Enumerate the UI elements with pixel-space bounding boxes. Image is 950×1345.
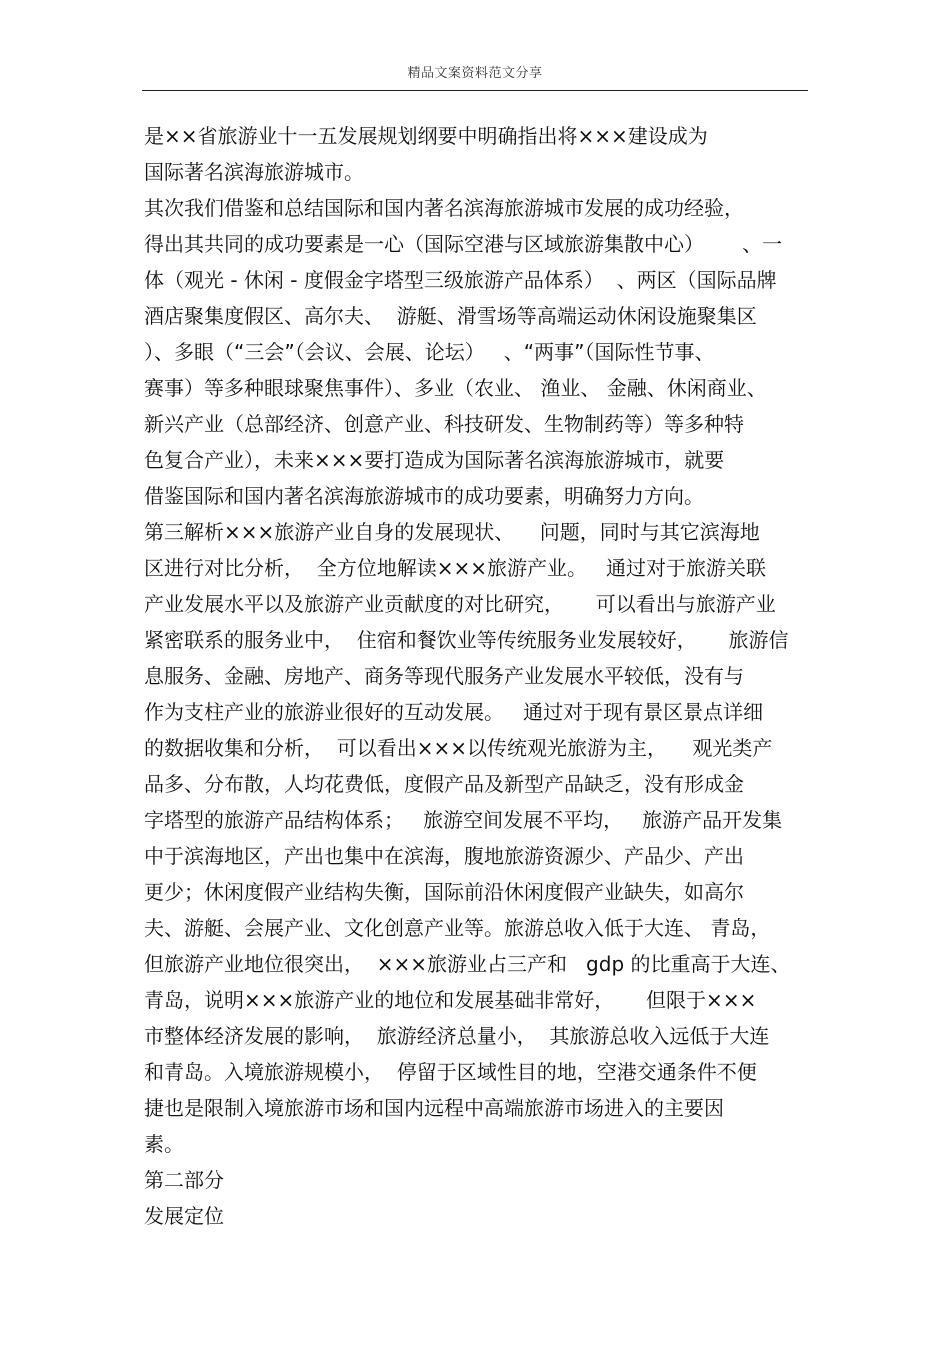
body-line: 产业发展水平以及旅游产业贡献度的对比研究， 可以看出与旅游产业 bbox=[144, 592, 776, 616]
body-line: 国际著名滨海旅游城市。 bbox=[144, 160, 364, 184]
body-line: 赛事）等多种眼球聚焦事件）、多业（农业、 渔业、 金融、休闲商业、 bbox=[144, 376, 767, 400]
body-line: 中于滨海地区，产出也集中在滨海，腹地旅游资源少、产品少、产出 bbox=[144, 844, 744, 868]
body-line: 其次我们借鉴和总结国际和国内著名滨海旅游城市发展的成功经验， bbox=[144, 196, 744, 220]
body-line: 但旅游产业地位很突出， ×××旅游业占三产和 gdp 的比重高于大连、 bbox=[144, 952, 791, 976]
body-line: 新兴产业（总部经济、创意产业、科技研发、生物制药等）等多种特 bbox=[144, 412, 744, 436]
section-heading: 第二部分 bbox=[144, 1168, 224, 1192]
body-line: 酒店聚集度假区、高尔夫、 游艇、滑雪场等高端运动休闲设施聚集区 bbox=[144, 304, 757, 328]
body-line: 色复合产业），未来×××要打造成为国际著名滨海旅游城市，就要 bbox=[144, 448, 725, 472]
body-line: 字塔型的旅游产品结构体系； 旅游空间发展不平均， 旅游产品开发集 bbox=[144, 808, 783, 832]
body-line: 青岛，说明×××旅游产业的地位和发展基础非常好， 但限于××× bbox=[144, 988, 757, 1012]
body-line: 捷也是限制入境旅游市场和国内远程中高端旅游市场进入的主要因 bbox=[144, 1096, 724, 1120]
section-subheading: 发展定位 bbox=[144, 1204, 224, 1228]
body-line: 是××省旅游业十一五发展规划纲要中明确指出将×××建设成为 bbox=[144, 124, 708, 148]
body-line: 素。 bbox=[144, 1132, 184, 1156]
body-line: 品多、分布散，人均花费低，度假产品及新型产品缺乏，没有形成金 bbox=[144, 772, 744, 796]
page-header: 精品文案资料范文分享 bbox=[407, 66, 543, 81]
body-line: 借鉴国际和国内著名滨海旅游城市的成功要素，明确努力方向。 bbox=[144, 484, 704, 508]
body-line: 市整体经济发展的影响， 旅游经济总量小， 其旅游总收入远低于大连 bbox=[144, 1024, 770, 1048]
body-line: 和青岛。入境旅游规模小， 停留于区域性目的地，空港交通条件不便 bbox=[144, 1060, 757, 1084]
body-line: 息服务、金融、房地产、商务等现代服务产业发展水平较低，没有与 bbox=[144, 664, 744, 688]
body-line: 得出其共同的成功要素是一心（国际空港与区域旅游集散中心） 、一 bbox=[144, 232, 783, 256]
header-divider bbox=[142, 90, 808, 91]
body-line: 更少；休闲度假产业结构失衡，国际前沿休闲度假产业缺失，如高尔 bbox=[144, 880, 744, 904]
body-line: 体（观光 - 休闲 - 度假金字塔型三级旅游产品体系） 、两区（国际品牌 bbox=[144, 268, 777, 292]
document-body bbox=[144, 118, 814, 1234]
body-line: 区进行对比分析， 全方位地解读×××旅游产业。 通过对于旅游关联 bbox=[144, 556, 767, 580]
body-line: ）、多眼（“三会”（会议、会展、论坛） 、“两事”（国际性节事、 bbox=[144, 340, 715, 364]
body-line: 紧密联系的服务业中， 住宿和餐饮业等传统服务业发展较好， 旅游信 bbox=[144, 628, 789, 652]
body-line: 作为支柱产业的旅游业很好的互动发展。 通过对于现有景区景点详细 bbox=[144, 700, 764, 724]
body-line: 第三解析×××旅游产业自身的发展现状、 问题，同时与其它滨海地 bbox=[144, 520, 760, 544]
body-line: 夫、游艇、会展产业、文化创意产业等。旅游总收入低于大连、 青岛， bbox=[144, 916, 771, 940]
body-line: 的数据收集和分析， 可以看出×××以传统观光旅游为主， 观光类产 bbox=[144, 736, 773, 760]
